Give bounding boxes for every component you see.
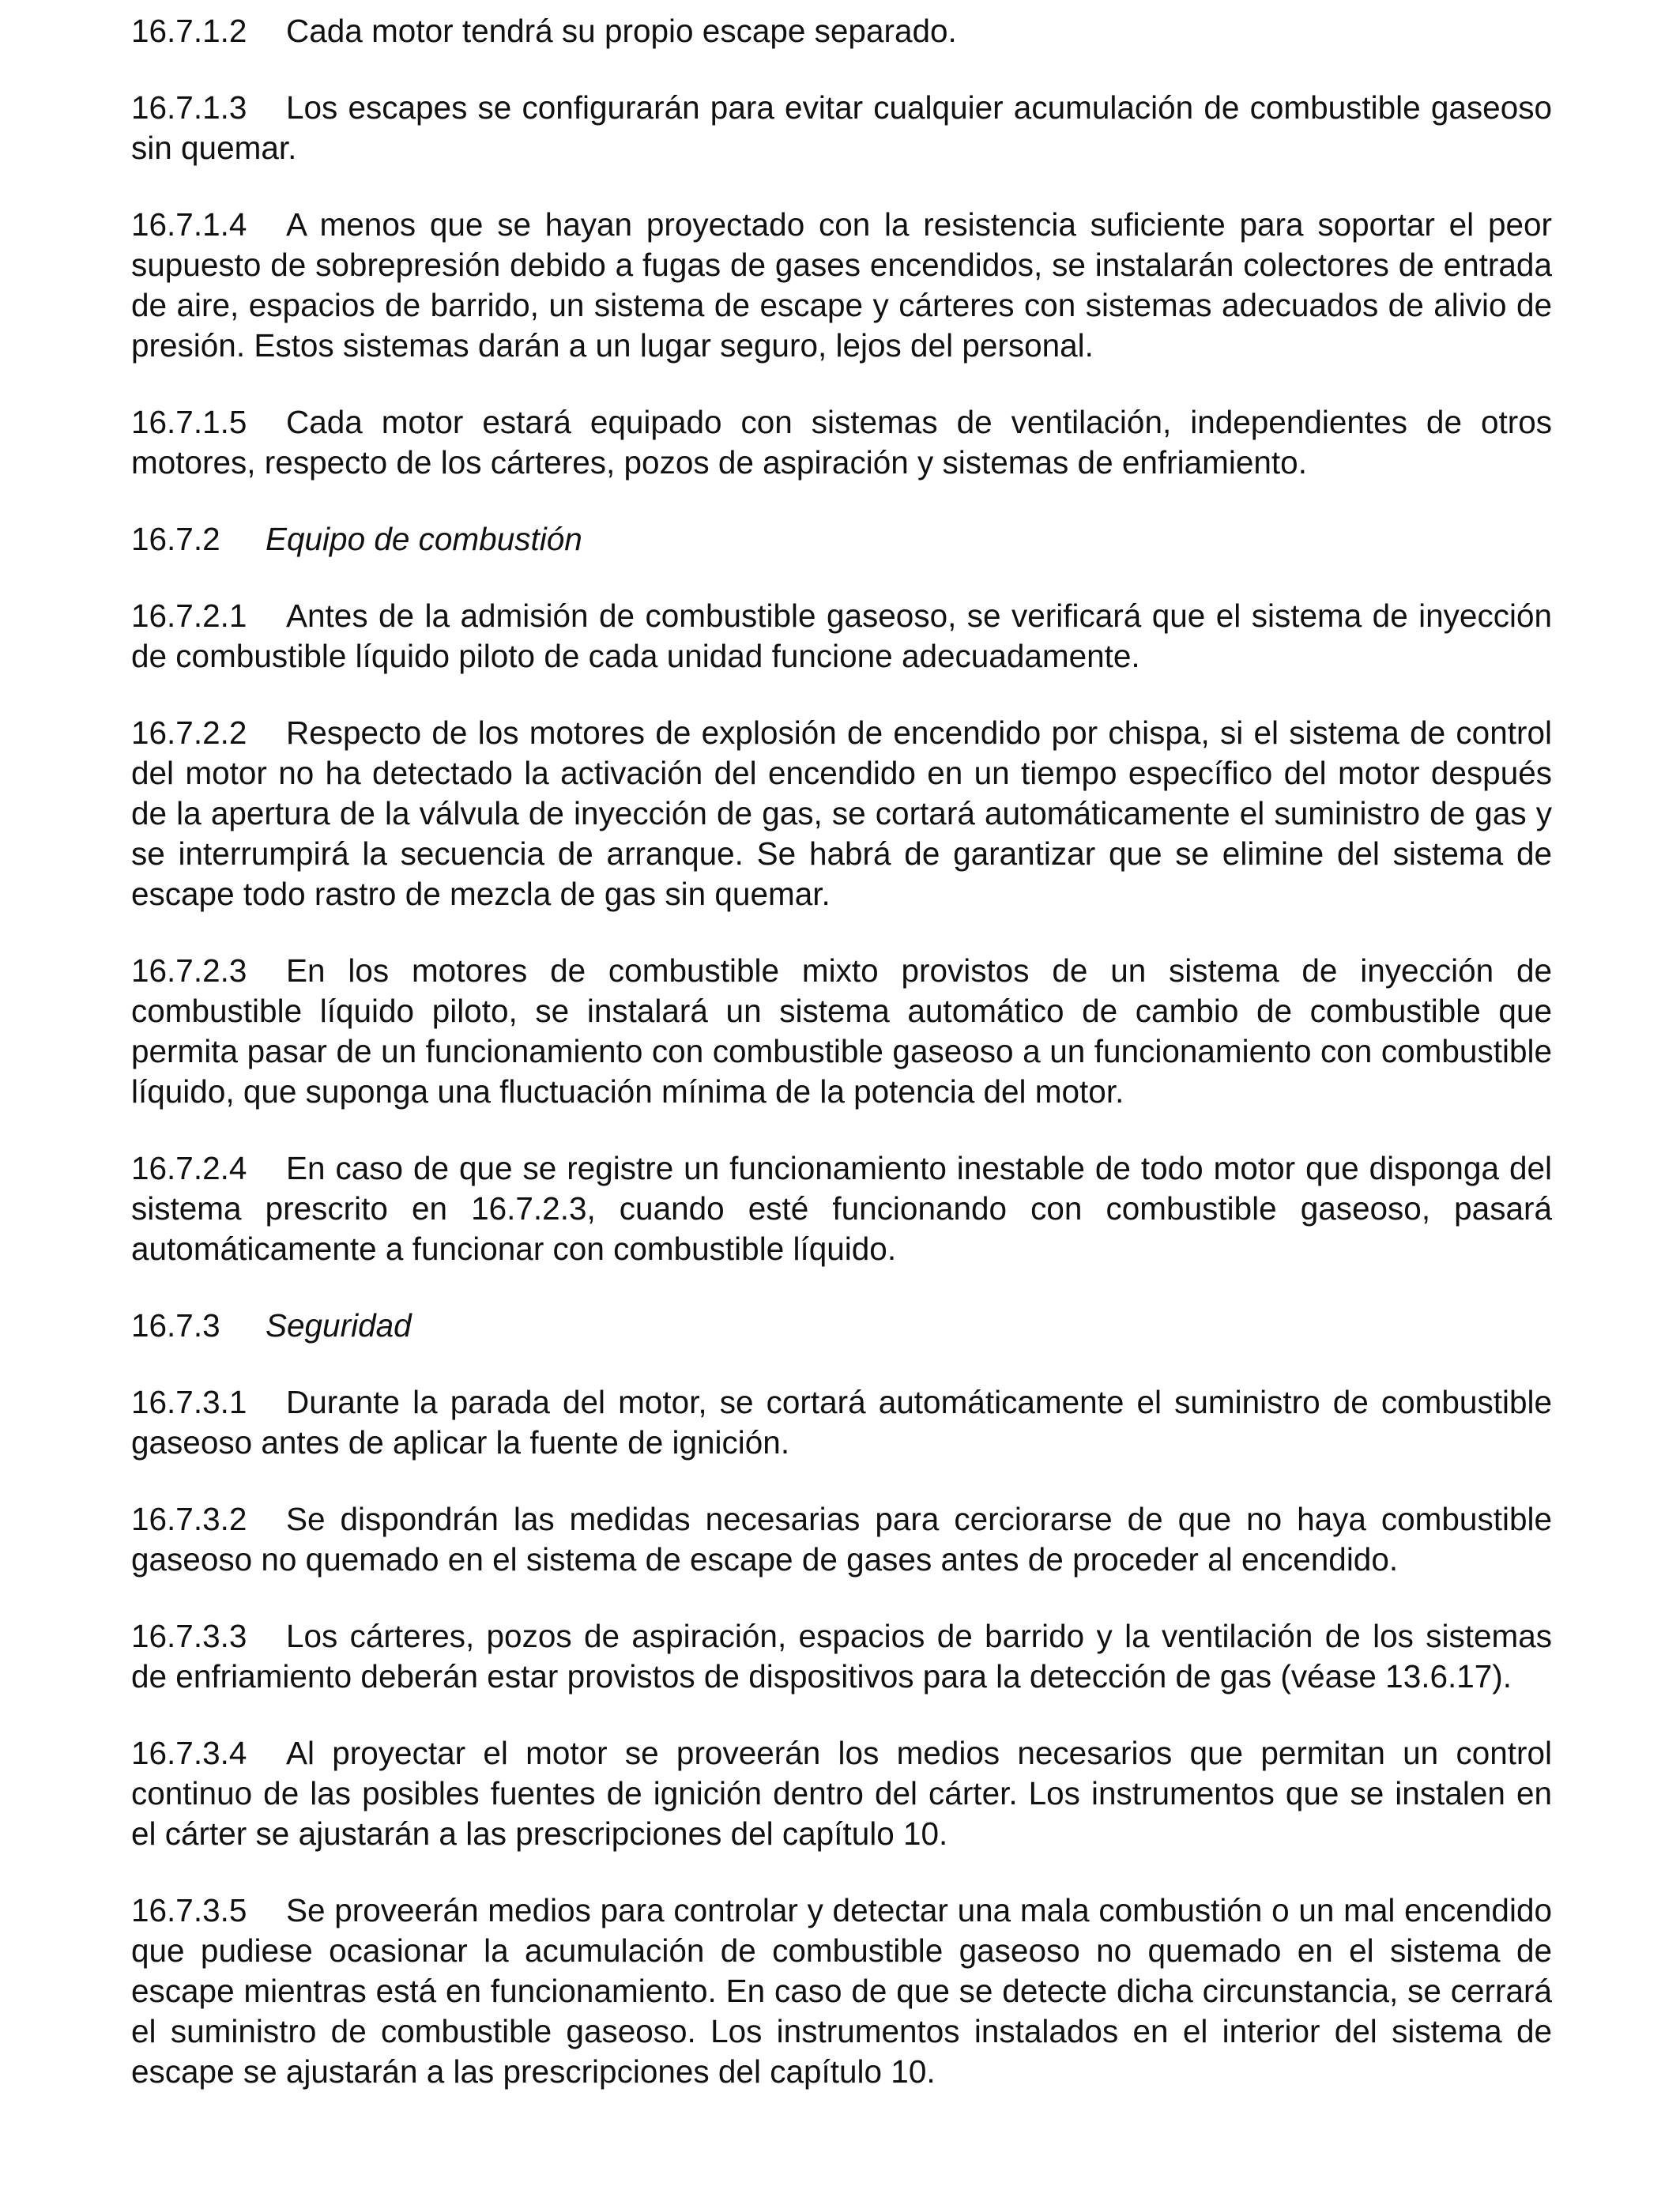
paragraph-16-7-1-2 bbox=[131, 11, 1552, 51]
paragraph-16-7-1-3 bbox=[131, 88, 1552, 168]
paragraph-16-7-2-2 bbox=[131, 713, 1552, 914]
paragraph-text: En caso de que se registre un funcionamiento inestable de todo motor que disponga del sistema prescrito en 16.7.2.3, cuando esté funcionando con combustible gaseoso, pasará automáticamente a funcionar con combustible líquido. bbox=[131, 1150, 1552, 1267]
section-title: Equipo de combustión bbox=[266, 521, 582, 557]
paragraph-text: Cada motor estará equipado con sistemas de ventilación, independientes de otros motores, respecto de los cárteres, pozos de aspiración y sistemas de enfriamiento. bbox=[131, 404, 1552, 481]
paragraph-16-7-3-2 bbox=[131, 1499, 1552, 1580]
paragraph-16-7-2-3 bbox=[131, 951, 1552, 1112]
paragraph-text: En los motores de combustible mixto provistos de un sistema de inyección de combustible líquido piloto, se instalará un sistema automático de cambio de combustible que permita pasar de un funcionamiento con combustible gaseoso a un funcionamiento con combustible líquido, que suponga una fluctuación mínima de la potencia del motor. bbox=[131, 952, 1552, 1110]
paragraph-number: 16.7.3.5 bbox=[131, 1892, 247, 1928]
section-number: 16.7.3 bbox=[131, 1307, 220, 1344]
paragraph-text: Durante la parada del motor, se cortará automáticamente el suministro de combustible gaseoso antes de aplicar la fuente de ignición. bbox=[131, 1384, 1552, 1461]
section-title: Seguridad bbox=[266, 1307, 412, 1344]
paragraph-text: Se dispondrán las medidas necesarias para cerciorarse de que no haya combustible gaseoso no quemado en el sistema de escape de gases antes de proceder al encendido. bbox=[131, 1501, 1552, 1578]
section-heading-16-7-2 bbox=[131, 519, 1552, 560]
paragraph-text: A menos que se hayan proyectado con la resistencia suficiente para soportar el peor supuesto de sobrepresión debido a fugas de gases encendidos, se instalarán colectores de entrada de aire, espacios de barrido, un sistema de escape y cárteres con sistemas adecuados de alivio de presión. Estos sistemas darán a un lugar seguro, lejos del personal. bbox=[131, 206, 1552, 364]
paragraph-16-7-1-5 bbox=[131, 402, 1552, 483]
paragraph-number: 16.7.1.2 bbox=[131, 13, 247, 49]
paragraph-number: 16.7.3.2 bbox=[131, 1501, 247, 1537]
section-heading-16-7-3 bbox=[131, 1306, 1552, 1346]
paragraph-text: Cada motor tendrá su propio escape separado. bbox=[286, 13, 957, 49]
paragraph-text: Se proveerán medios para controlar y detectar una mala combustión o un mal encendido que pudiese ocasionar la acumulación de combustible gaseoso no quemado en el sistema de escape mientras está en funcionamiento. En caso de que se detecte dicha circunstancia, se cerrará el suministro de combustible gaseoso. Los instrumentos instalados en el interior del sistema de escape se ajustarán a las prescripciones del capítulo 10. bbox=[131, 1892, 1552, 2090]
paragraph-number: 16.7.3.1 bbox=[131, 1384, 247, 1420]
paragraph-number: 16.7.1.3 bbox=[131, 89, 247, 126]
paragraph-number: 16.7.3.4 bbox=[131, 1735, 247, 1771]
paragraph-number: 16.7.1.5 bbox=[131, 404, 247, 440]
paragraph-text: Antes de la admisión de combustible gaseoso, se verificará que el sistema de inyección de combustible líquido piloto de cada unidad funcione adecuadamente. bbox=[131, 598, 1552, 674]
paragraph-16-7-3-3 bbox=[131, 1616, 1552, 1697]
paragraph-16-7-2-4 bbox=[131, 1148, 1552, 1269]
paragraph-16-7-3-5 bbox=[131, 1891, 1552, 2092]
paragraph-text: Respecto de los motores de explosión de encendido por chispa, si el sistema de control del motor no ha detectado la activación del encendido en un tiempo específico del motor después de la apertura de la válvula de inyección de gas, se cortará automáticamente el suministro de gas y se interrumpirá la secuencia de arranque. Se habrá de garantizar que se elimine del sistema de escape todo rastro de mezcla de gas sin quemar. bbox=[131, 714, 1552, 912]
paragraph-number: 16.7.3.3 bbox=[131, 1618, 247, 1654]
section-number: 16.7.2 bbox=[131, 521, 220, 557]
paragraph-16-7-2-1 bbox=[131, 596, 1552, 677]
paragraph-text: Al proyectar el motor se proveerán los medios necesarios que permitan un control continuo de las posibles fuentes de ignición dentro del cárter. Los instrumentos que se instalen en el cárter se ajustarán a las prescripciones del capítulo 10. bbox=[131, 1735, 1552, 1852]
document-page bbox=[131, 11, 1552, 2128]
paragraph-number: 16.7.2.4 bbox=[131, 1150, 247, 1186]
paragraph-number: 16.7.1.4 bbox=[131, 206, 247, 243]
paragraph-16-7-3-4 bbox=[131, 1733, 1552, 1854]
paragraph-number: 16.7.2.1 bbox=[131, 598, 247, 634]
paragraph-text: Los escapes se configurarán para evitar cualquier acumulación de combustible gaseoso sin quemar. bbox=[131, 89, 1552, 166]
paragraph-text: Los cárteres, pozos de aspiración, espacios de barrido y la ventilación de los sistemas de enfriamiento deberán estar provistos de dispositivos para la detección de gas (véase 13.6.17). bbox=[131, 1618, 1552, 1695]
paragraph-16-7-3-1 bbox=[131, 1382, 1552, 1463]
paragraph-number: 16.7.2.2 bbox=[131, 714, 247, 751]
paragraph-number: 16.7.2.3 bbox=[131, 952, 247, 989]
paragraph-16-7-1-4 bbox=[131, 205, 1552, 366]
